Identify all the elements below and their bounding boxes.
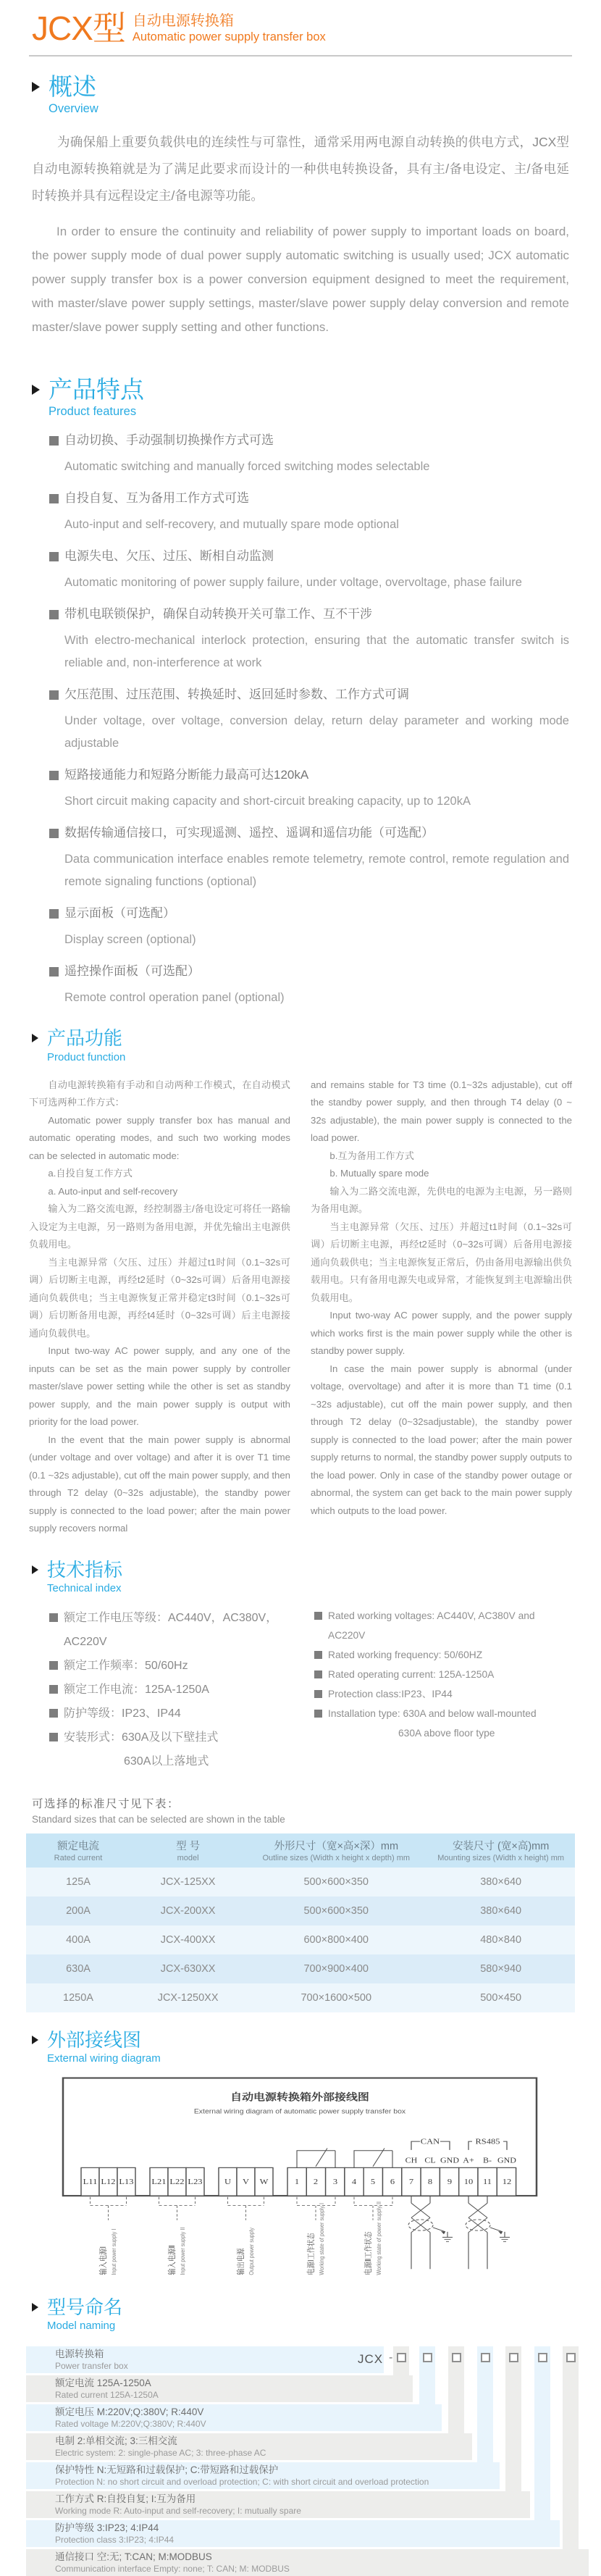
tech-spec: 额定工作频率：50/60Hz — [64, 1659, 188, 1672]
code-stripe — [392, 2346, 411, 2375]
table-row — [26, 1897, 575, 1925]
square-bullet-icon — [49, 1709, 58, 1718]
terminal-7: 7 — [408, 2178, 414, 2186]
feature-cn: 带机电联锁保护，确保自动转换开关可靠工作、互不干涉 — [64, 607, 372, 622]
product-model-title: JCX型 — [32, 9, 125, 47]
triangle-bullet-icon — [32, 385, 40, 395]
pin-label-gnd: GND — [497, 2157, 516, 2165]
code-placeholder-box — [566, 2353, 576, 2362]
tech-spec: 防护等级：IP23、IP44 — [64, 1707, 181, 1720]
tech-spec-continuation: 630A above floor type — [398, 1727, 495, 1739]
label-state-power-1-cn: 电源Ⅰ工作状态 — [307, 2233, 316, 2275]
feature-en: Short circuit making capacity and short-circuit breaking capacity, up to 120kA — [64, 795, 471, 808]
tech-title-en: Technical index — [47, 1582, 122, 1595]
terminal-1: 1 — [294, 2178, 300, 2186]
triangle-bullet-icon — [32, 2036, 38, 2044]
tech-spec: Protection class:IP23、IP44 — [328, 1688, 453, 1699]
features-list — [49, 430, 569, 1009]
terminal-labels — [83, 2178, 512, 2186]
table-header-row — [26, 1833, 575, 1868]
function-columns — [29, 1076, 572, 1538]
square-bullet-icon — [49, 1613, 58, 1622]
switch-contact-icon — [354, 2148, 392, 2167]
feature-item — [49, 961, 569, 1009]
tech-column-en — [314, 1606, 572, 1773]
page-header — [0, 0, 601, 45]
function-paragraph: 输入为二路交流电源，先供电的电源为主电源，另一路则为备用电源。 — [311, 1185, 572, 1215]
feature-item — [49, 545, 569, 594]
pin-label-b-minus: B- — [483, 2157, 492, 2165]
tech-spec: Rated working frequency: 50/60HZ — [328, 1649, 483, 1660]
group-bracket-lines — [91, 2197, 393, 2220]
square-bullet-icon — [49, 771, 59, 780]
label-input-power-1-cn: 输入电源Ⅰ — [99, 2246, 109, 2275]
product-subtitle — [133, 12, 326, 45]
label-output-power-en: Output power supply — [248, 2227, 256, 2275]
square-bullet-icon — [49, 829, 59, 838]
terminal-l23: L23 — [188, 2178, 203, 2186]
section-overview-heading — [32, 74, 601, 117]
square-bullet-icon — [49, 1685, 58, 1694]
table-note-en: Standard sizes that can be selected are shown in the table — [32, 1813, 285, 1825]
square-bullet-icon — [314, 1612, 322, 1620]
square-bullet-icon — [314, 1651, 322, 1659]
code-stripe — [476, 2346, 495, 2462]
naming-title-en: Model naming — [47, 2320, 116, 2333]
naming-row: 电制 2:单相交流; 3:三相交流 Electric system: 2: single-phase AC; 3: three-phase AC — [26, 2433, 472, 2460]
feature-cn: 显示面板（可选配） — [64, 906, 175, 921]
cell-rated-current: 125A — [26, 1868, 130, 1897]
cell-rated-current: 1250A — [26, 1983, 130, 2012]
pin-label-a-plus: A+ — [463, 2157, 474, 2165]
function-paragraph: Automatic power supply transfer box has manual and automatic operating modes, and such two working modes can be selected in automatic mode: — [29, 1114, 290, 1161]
can-bus-label: CAN — [420, 2138, 440, 2146]
tech-spec: 额定工作电流：125A-1250A — [64, 1683, 209, 1696]
code-placeholder-box — [423, 2353, 432, 2362]
table-row — [26, 1925, 575, 1954]
wiring-title-cn: 外部接线图 — [47, 2028, 142, 2051]
cell-outline-size: 700×900×400 — [245, 1954, 426, 1983]
model-prefix: JCX — [358, 2351, 384, 2366]
feature-en: Auto-input and self-recovery, and mutually spare mode optional — [64, 518, 399, 532]
feature-en: With electro-mechanical interlock protection, ensuring that the automatic transfer switch is reliable and, non-interference at work — [64, 634, 569, 670]
cell-mounting-size: 580×940 — [426, 1954, 575, 1983]
feature-cn: 电源失电、欠压、过压、断相自动监测 — [64, 549, 274, 564]
code-stripe — [418, 2346, 437, 2404]
code-stripe — [561, 2346, 580, 2549]
feature-cn: 自投自复、互为备用工作方式可选 — [64, 491, 249, 506]
column-header: 型 号 model — [130, 1833, 245, 1868]
terminal-9: 9 — [447, 2178, 453, 2186]
code-placeholder-box — [481, 2353, 490, 2362]
naming-row: 额定电流 125A-1250A Rated current 125A-1250A — [26, 2375, 413, 2402]
terminal-l13: L13 — [119, 2178, 134, 2186]
function-paragraph: b. Mutually spare mode — [329, 1168, 429, 1179]
function-paragraph: 当主电源异常（欠压、过压）并超过t1时间（0.1~32s可调）后切断主电源，再经t2延时（0~32s可调）后备用电源接通向负载供电；当主电源恢复正常后，仍由备用电源输出供负载用电。只有备用电源失电或异常，才能恢复到主电源输出供负载用电。 — [311, 1221, 572, 1303]
naming-row: 保护特性 N:无短路和过载保护; C:带短路和过载保护 Protection N: no short circuit and overload protection; C: with short circuit and overload protection — [26, 2462, 500, 2489]
square-bullet-icon — [49, 1733, 58, 1741]
feature-item — [49, 903, 569, 951]
code-placeholder-box — [538, 2353, 547, 2362]
column-header: 额定电流 Rated current — [26, 1833, 130, 1868]
section-wiring-heading — [32, 2030, 601, 2066]
terminal-u: U — [224, 2178, 232, 2186]
rs485-bus-label: RS485 — [475, 2138, 500, 2146]
terminal-10: 10 — [463, 2178, 474, 2186]
square-bullet-icon — [49, 909, 59, 919]
feature-item — [49, 764, 569, 813]
terminal-5: 5 — [370, 2178, 376, 2186]
feature-cn: 欠压范围、过压范围、转换延时、返回延时参数、工作方式可调 — [64, 687, 409, 702]
code-stripe — [447, 2346, 466, 2433]
square-bullet-icon — [314, 1670, 322, 1678]
square-bullet-icon — [49, 494, 59, 503]
feature-en: Under voltage, over voltage, conversion delay, return delay parameter and working mode adjustable — [64, 714, 569, 750]
feature-en: Remote control operation panel (optional) — [64, 991, 285, 1005]
twisted-pair-rs485 — [466, 2196, 510, 2269]
overview-title-cn: 概述 — [49, 73, 96, 100]
wiring-title-en: External wiring diagram — [47, 2052, 161, 2065]
code-stripe — [533, 2346, 552, 2520]
label-input-power-1-en: Input power supply I — [110, 2228, 118, 2275]
features-title-cn: 产品特点 — [49, 375, 144, 403]
model-dash: - — [389, 2351, 393, 2364]
naming-row: 通信接口 空:无; T:CAN; M:MODBUS Communication interface Empty: none; T: CAN; M: MODBUS — [26, 2549, 589, 2576]
function-paragraph: Input two-way AC power supply, and any one of the inputs can be set as the main power supply by controller master/slave power setting while the other is set as standby power supply, and the main power supply is output with priority for the load power. — [29, 1345, 290, 1428]
section-naming-heading — [32, 2297, 601, 2333]
twisted-pair-can — [408, 2196, 453, 2269]
terminal-11: 11 — [482, 2178, 492, 2186]
cell-mounting-size: 500×450 — [426, 1983, 575, 2012]
tech-spec: Installation type: 630A and below wall-mounted — [328, 1707, 537, 1719]
terminal-l21: L21 — [151, 2178, 167, 2186]
square-bullet-icon — [49, 1661, 58, 1670]
overview-paragraph-cn: 为确保船上重要负载供电的连续性与可靠性，通常采用两电源自动转换的供电方式，JCX型自动电源转换箱就是为了满足此要求而设计的一种供电转换设备，具有主/备电设定、主/备电延时转换并具有远程设定主/备电源等功能。 — [32, 134, 569, 203]
square-bullet-icon — [314, 1690, 322, 1698]
switch-contact-icon — [297, 2148, 335, 2167]
function-paragraph: Input two-way AC power supply, and the power supply which works first is the main power supply while the other is standby power supply. — [311, 1310, 572, 1357]
square-bullet-icon — [314, 1710, 322, 1718]
function-paragraph: 当主电源异常（欠压、过压）并超过t1时间（0.1~32s可调）后切断主电源，再经t2延时（0~32s可调）后备用电源接通向负载供电；当主电源恢复正常并稳定t3时间（0.1~32s可调）后切断备用电源，再经t4延时（0~32s可调）后主电源接通向负载供电。 — [29, 1256, 290, 1339]
diagram-title-en: External wiring diagram of automatic power supply transfer box — [193, 2107, 406, 2115]
terminal-4: 4 — [351, 2178, 357, 2186]
cell-outline-size: 700×1600×500 — [245, 1983, 426, 2012]
group-labels — [98, 2201, 382, 2275]
cell-rated-current: 630A — [26, 1954, 130, 1983]
model-naming-ladder — [26, 2346, 589, 2576]
cell-rated-current: 400A — [26, 1925, 130, 1954]
section-function-heading — [32, 1028, 601, 1064]
cell-model: JCX-400XX — [130, 1925, 245, 1954]
column-header: 外形尺寸（宽×高×深）mm Outline sizes (Width x height x depth) mm — [245, 1833, 426, 1868]
triangle-bullet-icon — [32, 1565, 38, 1574]
features-title-en: Product features — [49, 405, 137, 419]
cell-model: JCX-200XX — [130, 1897, 245, 1925]
terminal-l22: L22 — [169, 2178, 185, 2186]
cell-mounting-size: 380×640 — [426, 1868, 575, 1897]
terminal-2: 2 — [313, 2178, 319, 2186]
pin-label-cl: CL — [424, 2157, 436, 2165]
naming-row: 电源转换箱 Power transfer box — [26, 2346, 384, 2373]
product-title-en: Automatic power supply transfer box — [132, 30, 326, 43]
tech-column-cn — [49, 1606, 307, 1773]
triangle-bullet-icon — [32, 2303, 38, 2312]
feature-item — [49, 822, 569, 893]
square-bullet-icon — [49, 610, 59, 619]
tech-spec: 额定工作电压等级：AC440V，AC380V，AC220V — [64, 1611, 278, 1648]
table-row — [26, 1954, 575, 1983]
square-bullet-icon — [49, 436, 59, 446]
cell-outline-size: 500×600×350 — [245, 1897, 426, 1925]
naming-row: 工作方式 R:自投自复; I:互为备用 Working mode R: Auto-input and self-recovery; I: mutually spare — [26, 2491, 530, 2518]
label-input-power-2-en: Input power supply II — [179, 2227, 187, 2275]
function-left-column — [29, 1076, 290, 1538]
feature-cn: 遥控操作面板（可选配） — [64, 964, 200, 979]
label-state-power-2-cn: 电源Ⅱ工作状态 — [364, 2231, 374, 2275]
function-title-cn: 产品功能 — [47, 1027, 123, 1050]
code-placeholder-box — [397, 2353, 406, 2362]
feature-en: Display screen (optional) — [64, 933, 196, 947]
function-paragraph: a.自投自复工作方式 — [48, 1168, 133, 1179]
naming-title-cn: 型号命名 — [47, 2296, 123, 2318]
function-paragraph: a. Auto-input and self-recovery — [48, 1185, 178, 1197]
function-paragraph: and remains stable for T3 time (0.1~32s adjustable), cut off the standby power supply, and then through T4 delay (0 ~ 32s adjustable), the main power supply is connected to the load power. — [311, 1079, 572, 1144]
feature-cn: 自动切换、手动强制切换操作方式可选 — [64, 433, 274, 448]
tech-spec: Rated operating current: 125A-1250A — [328, 1668, 495, 1680]
terminal-12: 12 — [502, 2178, 512, 2186]
table-row — [26, 1983, 575, 2012]
product-title-cn: 自动电源转换箱 — [132, 12, 234, 29]
cell-mounting-size: 480×840 — [426, 1925, 575, 1954]
table-note-cn: 可选择的标准尺寸见下表： — [32, 1797, 180, 1810]
function-paragraph: b.互为备用工作方式 — [329, 1150, 414, 1161]
cell-rated-current: 200A — [26, 1897, 130, 1925]
terminal-6: 6 — [390, 2178, 395, 2186]
tech-columns — [49, 1606, 572, 1773]
tech-spec: Rated working voltages: AC440V, AC380V and AC220V — [328, 1610, 535, 1641]
feature-en: Automatic monitoring of power supply failure, under voltage, overvoltage, phase failure — [64, 576, 522, 590]
square-bullet-icon — [49, 967, 59, 977]
function-paragraph: In case the main power supply is abnormal (under voltage, overvoltage) and after it is more than T1 time (0.1 ~32s adjustable), cut off the main power supply, and then through T2 delay (0~32sadjustable), the standby power supply is connected to the load power; after the main power supply returns to normal, the standby power supply outputs to the load power. Only in case of the standby power outage or abnormal, the system can get back to the main power supply which outputs to the load power. — [311, 1363, 572, 1516]
feature-item — [49, 488, 569, 536]
triangle-bullet-icon — [32, 1034, 38, 1042]
feature-item — [49, 603, 569, 674]
code-placeholder-box — [452, 2353, 461, 2362]
feature-en: Automatic switching and manually forced switching modes selectable — [64, 460, 430, 474]
terminal-l12: L12 — [101, 2178, 116, 2186]
feature-en: Data communication interface enables remote telemetry, remote control, remote regulation and remote signaling functions (optional) — [64, 853, 569, 889]
square-bullet-icon — [49, 690, 59, 700]
section-tech-heading — [32, 1560, 601, 1596]
code-placeholder-box — [509, 2353, 518, 2362]
cell-outline-size: 500×600×350 — [245, 1868, 426, 1897]
function-title-en: Product function — [47, 1051, 126, 1064]
feature-cn: 短路接通能力和短路分断能力最高可达120kA — [64, 768, 309, 782]
cell-outline-size: 600×800×400 — [245, 1925, 426, 1954]
wiring-diagram — [61, 2076, 601, 2281]
label-input-power-2-cn: 输入电源Ⅱ — [168, 2244, 177, 2275]
code-stripe — [504, 2346, 523, 2491]
terminal-w: W — [259, 2178, 269, 2186]
label-output-power-cn: 输出电源 — [237, 2248, 246, 2275]
function-paragraph: In the event that the main power supply is abnormal (under voltage and over voltage) and after it is over T1 time (0.1 ~32s adjustable), cut off the main power supply, and then through T2 delay (0~32s adjustable), the standby power supply is connected to the load power; after the main power supply recovers normal — [29, 1434, 290, 1534]
square-bullet-icon — [49, 552, 59, 561]
tech-title-cn: 技术指标 — [47, 1558, 123, 1581]
pin-label-gnd: GND — [440, 2157, 459, 2165]
label-state-power-2-en: Working state of power supply II — [375, 2201, 383, 2275]
cell-mounting-size: 380×640 — [426, 1897, 575, 1925]
section-features-heading — [32, 377, 601, 420]
cell-model: JCX-1250XX — [130, 1983, 245, 2012]
terminal-8: 8 — [427, 2178, 433, 2186]
tech-spec-continuation: 630A以上落地式 — [124, 1755, 209, 1768]
cell-model: JCX-630XX — [130, 1954, 245, 1983]
feature-cn: 数据传输通信接口，可实现遥测、遥控、遥调和遥信功能（可选配） — [64, 826, 434, 840]
header-divider — [29, 55, 572, 57]
terminal-l11: L11 — [83, 2178, 98, 2186]
terminal-3: 3 — [332, 2178, 338, 2186]
terminal-v: V — [242, 2178, 250, 2186]
label-state-power-1-en: Working state of power supply I — [318, 2202, 326, 2275]
overview-title-en: Overview — [49, 102, 98, 116]
function-paragraph: 输入为二路交流电源，经控制器主/备电设定可将任一路输入设定为主电源，另一路则为备用电源，并优先输出主电源供负载用电。 — [29, 1203, 290, 1250]
tech-spec: 安装形式：630A及以下壁挂式 — [64, 1731, 219, 1744]
standard-sizes-table — [26, 1833, 575, 2012]
feature-item — [49, 430, 569, 478]
column-header: 安装尺寸 (宽×高)mm Mounting sizes (Width x height) mm — [426, 1833, 575, 1868]
diagram-title-cn: 自动电源转换箱外部接线图 — [230, 2092, 369, 2104]
table-row — [26, 1868, 575, 1897]
cell-model: JCX-125XX — [130, 1868, 245, 1897]
function-paragraph: 自动电源转换箱有手动和自动两种工作模式，在自动模式下可选两种工作方式： — [29, 1079, 290, 1108]
naming-row: 防护等级 3:IP23; 4:IP44 Protection class 3:IP23; 4:IP44 — [26, 2520, 560, 2547]
pin-label-ch: CH — [405, 2157, 418, 2165]
triangle-bullet-icon — [32, 82, 40, 92]
function-right-column — [311, 1076, 572, 1538]
feature-item — [49, 684, 569, 755]
naming-row: 额定电压 M:220V;Q:380V; R:440V Rated voltage M:220V;Q:380V; R:440V — [26, 2404, 442, 2431]
overview-paragraph-en: In order to ensure the continuity and reliability of power supply to important loads on board, the power supply mode of dual power supply automatic switching is usually used; JCX automatic power supply transfer box is a power conversion equipment designed to meet the requirement, with master/slave power supply settings, master/slave power supply delay conversion and remote master/slave power supply setting and other functions. — [32, 224, 569, 334]
